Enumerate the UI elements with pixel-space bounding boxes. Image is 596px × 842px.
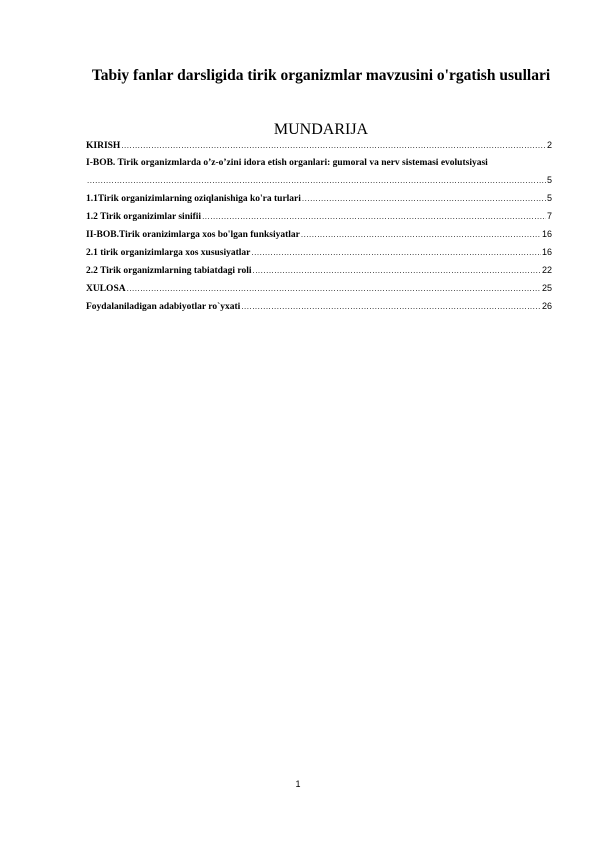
toc-entry-label: 1.1Tirik organizimlarning oziqlanishiga ko'ra turlari — [86, 194, 301, 204]
toc-entry-page: 16 — [541, 229, 552, 239]
toc-entry-label: II-BOB.Tirik oranizimlarga xos bo'lgan funksiyatlar — [86, 230, 300, 240]
toc-entry[interactable] — [86, 282, 552, 295]
toc-leader-dots — [241, 300, 541, 313]
table-of-contents — [86, 139, 552, 318]
toc-heading: MUNDARIJA — [273, 121, 369, 138]
toc-entry[interactable] — [86, 157, 552, 187]
toc-entry-page: 25 — [541, 283, 552, 293]
toc-entry-page: 26 — [541, 301, 552, 311]
toc-entry-page: 16 — [541, 247, 552, 257]
toc-leader-dots — [252, 264, 541, 277]
toc-entry-page: 2 — [546, 140, 552, 150]
toc-entry-page: 5 — [546, 175, 552, 185]
toc-entry-page: 22 — [541, 265, 552, 275]
toc-leader-dots — [202, 210, 546, 223]
document-title: Tabiy fanlar darsligida tirik organizmlar mavzusini o'rgatish usullari — [91, 67, 551, 84]
toc-entry-page: 7 — [546, 211, 552, 221]
toc-entry-label: I-BOB. Tirik organizmlarda o’z-o’zini idora etish organlari: gumoral va nerv sistemasi evolutsiyasi — [86, 158, 488, 168]
toc-entry[interactable] — [86, 192, 552, 205]
page-number: 1 — [295, 779, 301, 789]
toc-entry[interactable] — [86, 246, 552, 259]
toc-entry-label: 2.2 Tirik organizmlarning tabiatdagi roli — [86, 266, 252, 276]
toc-leader-dots — [301, 228, 541, 241]
toc-leader-dots — [87, 174, 546, 187]
toc-entry-label: XULOSA — [86, 284, 126, 294]
toc-leader-dots — [251, 246, 541, 259]
toc-entry-page: 5 — [546, 193, 552, 203]
toc-entry-label: 2.1 tirik organizimlarga xos xususiyatlar — [86, 248, 251, 258]
toc-entry-label: Foydalaniladigan adabiyotlar ro`yxati — [86, 302, 241, 312]
toc-entry[interactable] — [86, 210, 552, 223]
toc-entry-label: KIRISH — [86, 141, 121, 151]
toc-entry[interactable] — [86, 264, 552, 277]
toc-leader-dots — [127, 282, 541, 295]
toc-entry-label: 1.2 Tirik organizimlar sinifii — [86, 212, 202, 222]
toc-leader-dots — [302, 192, 546, 205]
toc-entry[interactable] — [86, 300, 552, 313]
toc-leader-dots — [121, 139, 546, 152]
toc-entry[interactable] — [86, 228, 552, 241]
toc-entry[interactable] — [86, 139, 552, 152]
